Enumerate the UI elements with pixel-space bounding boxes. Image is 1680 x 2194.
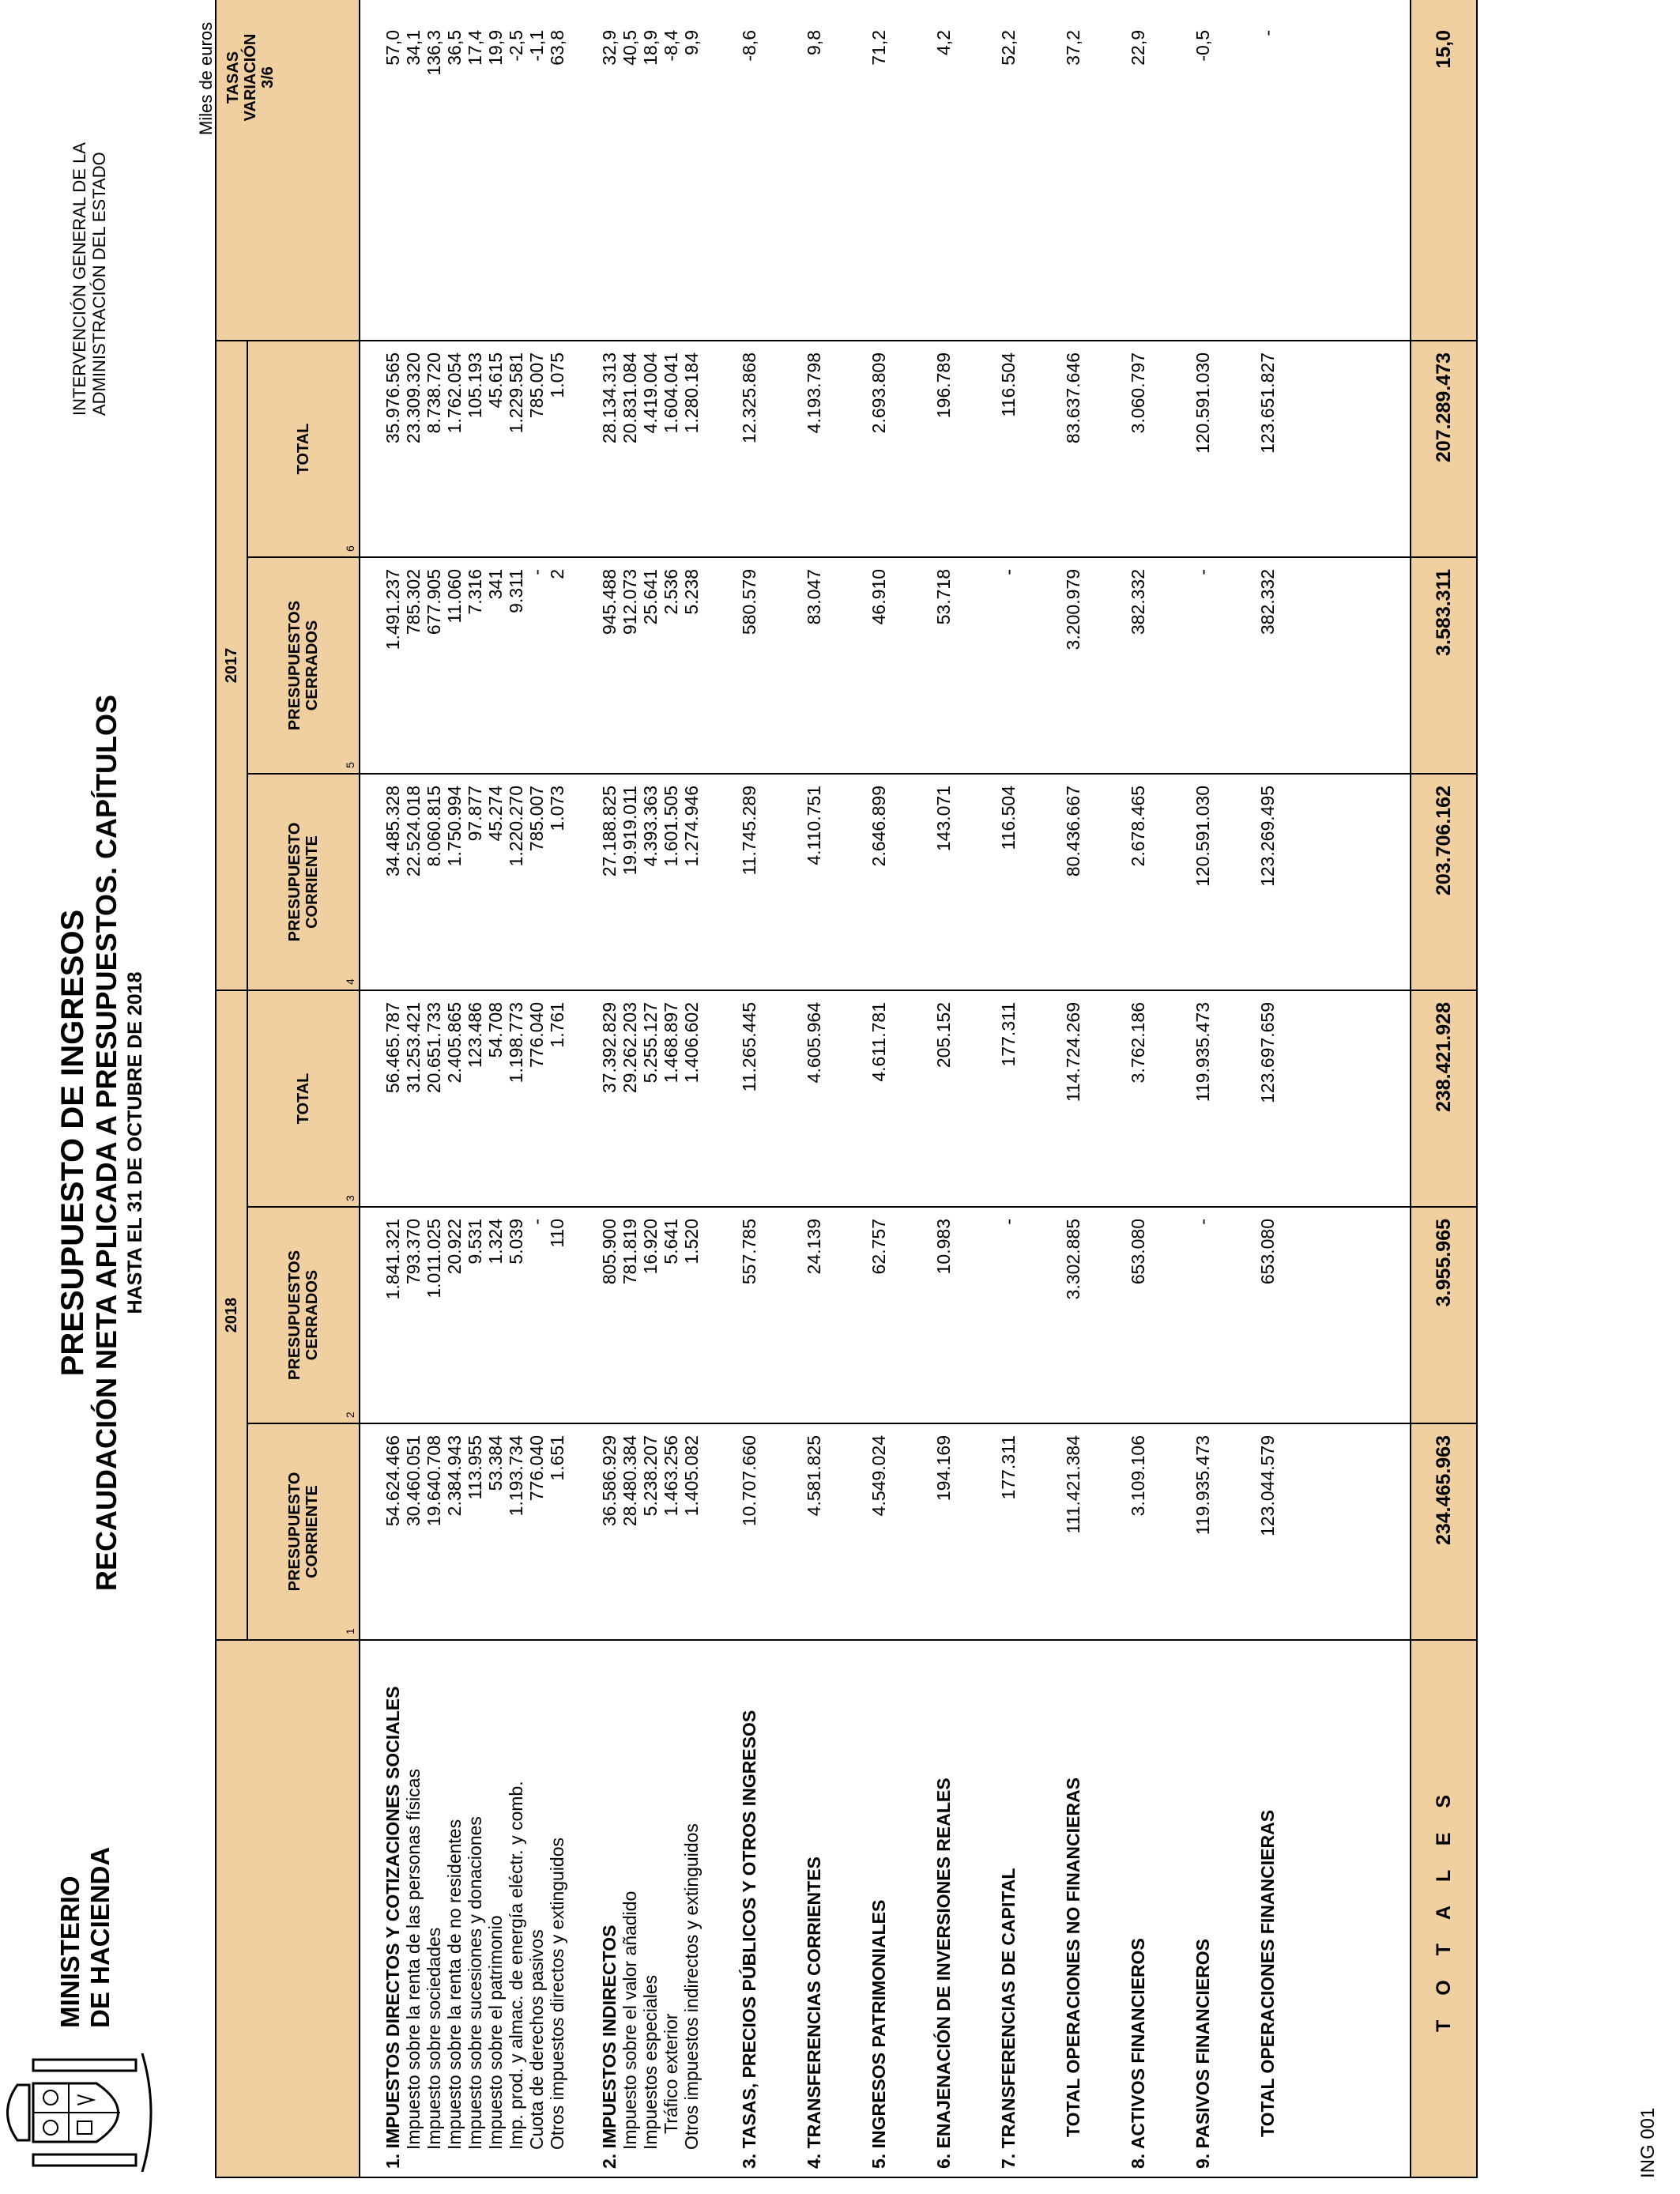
row-value-c5: 785.302	[403, 569, 424, 635]
row-value-c2: 5.039	[506, 1219, 526, 1265]
totals-c5: 3.583.311	[1411, 557, 1477, 774]
row-value-c7: -8,4	[661, 30, 681, 62]
row-value-c6: 28.134.313	[599, 352, 620, 444]
row-label: TOTAL OPERACIONES NO FINANCIERAS	[1063, 1777, 1083, 2137]
row-value-c3: 1.198.773	[506, 1002, 526, 1084]
row-value-c1: 111.421.384	[1063, 1435, 1083, 1534]
row-value-c6: 1.762.054	[444, 352, 465, 434]
ministry-line1: MINISTERIO	[55, 1875, 85, 2028]
row-labels-column	[360, 1640, 1411, 2177]
row-label: Impuesto sobre la renta de no residentes	[444, 1819, 465, 2150]
row-value-c1: 19.640.708	[424, 1435, 444, 1527]
col6-header-label: TOTAL	[294, 423, 312, 475]
row-value-c5: 580.579	[739, 569, 759, 635]
row-value-c4: 143.071	[933, 786, 954, 852]
row-value-c6: 123.651.827	[1257, 352, 1278, 454]
row-value-c6: 83.637.646	[1063, 352, 1083, 444]
row-value-c4: 8.060.815	[424, 786, 444, 867]
row-value-c3: 56.465.787	[382, 1002, 403, 1094]
row-value-c5: 2	[547, 569, 567, 579]
row-value-c1: 30.460.051	[403, 1435, 424, 1527]
row-value-c7: 37,2	[1063, 30, 1083, 66]
row-value-c5: 382.332	[1257, 569, 1278, 635]
row-value-c6: 45.615	[485, 352, 506, 409]
row-value-c4: 2.678.465	[1128, 786, 1148, 867]
totals-row	[1411, 0, 1477, 2177]
row-value-c6: 4.419.004	[640, 352, 661, 434]
col4-header	[247, 774, 360, 990]
row-value-c1: 119.935.473	[1192, 1435, 1213, 1536]
col3-values	[360, 990, 1411, 1207]
row-value-c5: 25.641	[640, 569, 661, 625]
row-value-c1: 10.707.660	[739, 1435, 759, 1527]
row-value-c3: 3.762.186	[1128, 1002, 1148, 1084]
row-value-c2: 557.785	[739, 1219, 759, 1285]
row-value-c1: 54.624.466	[382, 1435, 403, 1527]
col4-values	[360, 774, 1411, 990]
row-value-c4: 785.007	[526, 786, 547, 852]
row-value-c7: -	[1257, 30, 1278, 36]
row-value-c3: 1.468.897	[661, 1002, 681, 1084]
row-value-c6: 35.976.565	[382, 352, 403, 444]
row-value-c3: 205.152	[933, 1002, 954, 1069]
row-value-c7: -2,5	[506, 30, 526, 62]
row-value-c1: 1.463.256	[661, 1435, 681, 1517]
totals-label: T O T A L E S	[1411, 1640, 1477, 2177]
coat-of-arms-icon	[2, 2053, 160, 2172]
row-value-c5: -	[526, 569, 547, 575]
row-label: Imp. prod. y almac. de energía eléctr. y comb.	[506, 1781, 526, 2150]
row-label: Otros impuestos directos y extinguidos	[547, 1837, 567, 2150]
row-value-c4: 1.073	[547, 786, 567, 831]
revenue-table	[215, 0, 1478, 2178]
row-value-c5: 9.311	[506, 569, 526, 613]
units-label: Miles de euros	[196, 21, 216, 135]
col5-values	[360, 557, 1411, 774]
row-value-c1: 1.651	[547, 1435, 567, 1481]
row-value-c2: 793.370	[403, 1219, 424, 1285]
row-value-c3: 31.253.421	[403, 1002, 424, 1094]
issuer-line2: ADMINISTRACIÓN DEL ESTADO	[89, 152, 109, 416]
document-code: ING 001	[1637, 2107, 1659, 2178]
row-value-c5: 46.910	[868, 569, 889, 625]
row-label: Otros impuestos indirectos y extinguidos	[681, 1823, 702, 2150]
row-value-c1: 194.169	[933, 1435, 954, 1502]
row-value-c5: 83.047	[804, 569, 824, 625]
row-label: 5. INGRESOS PATRIMONIALES	[868, 1899, 889, 2169]
col1-header-label: PRESUPUESTO CORRIENTE	[286, 1472, 321, 1592]
row-value-c1: 1.405.082	[681, 1435, 702, 1517]
row-label: 9. PASIVOS FINANCIEROS	[1192, 1939, 1213, 2169]
row-value-c7: 4,2	[933, 30, 954, 55]
row-value-c7: 19,9	[485, 30, 506, 66]
col1-values	[360, 1423, 1411, 1640]
row-value-c4: 97.877	[465, 786, 485, 842]
row-value-c3: 5.255.127	[640, 1002, 661, 1084]
row-value-c3: 1.406.602	[681, 1002, 702, 1084]
row-label: Impuesto sobre la renta de las personas físicas	[403, 1769, 424, 2150]
row-value-c4: 120.591.030	[1192, 786, 1213, 887]
row-value-c3: 37.392.829	[599, 1002, 620, 1094]
row-value-c3: 114.724.269	[1063, 1002, 1083, 1103]
row-value-c1: 28.480.384	[620, 1435, 640, 1527]
label-header-cell	[216, 1640, 360, 2177]
row-value-c5: 11.060	[444, 569, 465, 624]
row-value-c5: 7.316	[465, 569, 485, 615]
row-value-c5: 677.905	[424, 569, 444, 635]
row-value-c2: 653.080	[1257, 1219, 1278, 1285]
row-label: 8. ACTIVOS FINANCIEROS	[1128, 1938, 1148, 2169]
row-value-c7: 18,9	[640, 30, 661, 66]
row-value-c7: 22,9	[1128, 30, 1148, 66]
table-body-row	[360, 0, 1411, 2177]
row-label: Impuesto sobre sociedades	[424, 1927, 444, 2150]
issuer	[70, 142, 109, 416]
row-value-c7: 71,2	[868, 30, 889, 66]
row-value-c3: 2.405.865	[444, 1002, 465, 1084]
row-value-c1: 177.311	[998, 1435, 1019, 1500]
row-value-c1: 53.384	[485, 1435, 506, 1491]
row-value-c1: 5.238.207	[640, 1435, 661, 1517]
row-label: 6. ENAJENACIÓN DE INVERSIONES REALES	[933, 1777, 954, 2169]
row-label: Impuesto sobre sucesiones y donaciones	[465, 1816, 485, 2150]
row-value-c2: 9.531	[465, 1219, 485, 1265]
row-value-c3: 4.605.964	[804, 1002, 824, 1084]
row-value-c3: 119.935.473	[1192, 1002, 1213, 1103]
row-value-c5: 2.536	[661, 569, 681, 615]
row-label: 1. IMPUESTOS DIRECTOS Y COTIZACIONES SOCIALES	[382, 1686, 403, 2169]
row-label: Impuesto sobre el valor añadido	[620, 1891, 640, 2150]
row-value-c4: 123.269.495	[1257, 786, 1278, 887]
row-label: TOTAL OPERACIONES FINANCIERAS	[1257, 1809, 1278, 2137]
row-value-c6: 1.229.581	[506, 352, 526, 434]
row-value-c2: 1.841.321	[382, 1219, 403, 1300]
row-value-c7: 63,8	[547, 30, 567, 66]
row-value-c6: 120.591.030	[1192, 352, 1213, 454]
row-value-c5: 341	[485, 569, 506, 600]
row-value-c6: 1.075	[547, 352, 567, 398]
col6-number: 6	[344, 545, 356, 552]
col3-number: 3	[344, 1195, 356, 1201]
row-value-c2: 781.819	[620, 1219, 640, 1285]
row-value-c2: 5.641	[661, 1219, 681, 1265]
col3-header-label: TOTAL	[294, 1072, 312, 1125]
col4-number: 4	[344, 978, 356, 985]
row-value-c6: 785.007	[526, 352, 547, 419]
tasas-header-label: TASAS VARIACIÓN 3/6	[224, 33, 277, 122]
row-value-c7: -1,1	[526, 30, 547, 62]
row-value-c5: -	[998, 569, 1019, 575]
row-value-c7: 9,8	[804, 30, 824, 55]
row-value-c7: 32,9	[599, 30, 620, 66]
row-value-c2: -	[526, 1219, 547, 1225]
row-value-c4: 27.188.825	[599, 786, 620, 877]
row-value-c4: 1.750.994	[444, 786, 465, 867]
totals-c2: 3.955.965	[1411, 1207, 1477, 1423]
title-line2: RECAUDACIÓN NETA APLICADA A PRESUPUESTOS. CAPÍTULOS	[90, 694, 122, 1592]
row-value-c3: 54.708	[485, 1002, 506, 1058]
col2-values	[360, 1207, 1411, 1423]
row-value-c5: 53.718	[933, 569, 954, 625]
row-value-c3: 4.611.781	[868, 1002, 889, 1082]
row-value-c5: 945.488	[599, 569, 620, 635]
row-value-c1: 1.193.734	[506, 1435, 526, 1517]
row-value-c4: 34.485.328	[382, 786, 403, 877]
col1-header	[247, 1423, 360, 1640]
row-value-c7: 136,3	[424, 30, 444, 76]
issuer-line1: INTERVENCIÓN GENERAL DE LA	[70, 142, 89, 416]
col1-number: 1	[344, 1628, 356, 1634]
row-value-c5: 382.332	[1128, 569, 1148, 635]
col2-header-label: PRESUPUESTOS CERRADOS	[286, 1250, 321, 1381]
row-value-c6: 20.831.084	[620, 352, 640, 444]
title-line1: PRESUPUESTO DE INGRESOS	[55, 909, 90, 1377]
row-value-c2: 62.757	[868, 1219, 889, 1275]
row-value-c3: 776.040	[526, 1002, 547, 1069]
row-value-c1: 776.040	[526, 1435, 547, 1502]
row-value-c2: -	[998, 1219, 1019, 1225]
totals-c4: 203.706.162	[1411, 774, 1477, 990]
row-value-c5: 3.200.979	[1063, 569, 1083, 650]
tasas-header	[216, 0, 360, 341]
col4-header-label: PRESUPUESTO CORRIENTE	[286, 822, 321, 942]
row-value-c2: 805.900	[599, 1219, 620, 1285]
row-value-c6: 105.193	[465, 352, 485, 419]
row-value-c2: 1.520	[681, 1219, 702, 1265]
ministry-name	[55, 1847, 115, 2028]
row-value-c4: 22.524.018	[403, 786, 424, 877]
row-label: Tráfico exterior	[661, 2013, 681, 2134]
row-value-c2: 653.080	[1128, 1219, 1148, 1285]
row-label: 7. TRANSFERENCIAS DE CAPITAL	[998, 1868, 1019, 2169]
row-value-c1: 3.109.106	[1128, 1435, 1148, 1517]
row-value-c4: 1.274.946	[681, 786, 702, 867]
row-value-c4: 4.393.363	[640, 786, 661, 867]
row-value-c7: -8,6	[739, 30, 759, 62]
row-value-c4: 80.436.667	[1063, 786, 1083, 877]
totals-c7: 15,0	[1411, 0, 1477, 341]
row-value-c4: 45.274	[485, 786, 506, 842]
row-value-c4: 19.919.011	[620, 786, 640, 876]
row-value-c3: 177.311	[998, 1002, 1019, 1067]
row-value-c6: 2.693.809	[868, 352, 889, 434]
row-value-c5: -	[1192, 569, 1213, 575]
row-value-c6: 8.738.720	[424, 352, 444, 434]
report-title	[55, 629, 147, 1657]
col6-header	[247, 341, 360, 557]
row-value-c4: 1.220.270	[506, 786, 526, 867]
row-label: 3. TASAS, PRECIOS PÚBLICOS Y OTROS INGRESOS	[739, 1710, 759, 2169]
row-value-c7: 40,5	[620, 30, 640, 66]
row-value-c2: 24.139	[804, 1219, 824, 1275]
row-value-c2: 3.302.885	[1063, 1219, 1083, 1300]
col2-number: 2	[344, 1412, 356, 1418]
row-value-c6: 4.193.798	[804, 352, 824, 434]
row-value-c4: 2.646.899	[868, 786, 889, 867]
row-value-c4: 11.745.289	[739, 786, 759, 876]
row-value-c2: -	[1192, 1219, 1213, 1225]
row-value-c3: 11.265.445	[739, 1002, 759, 1092]
row-value-c2: 110	[547, 1219, 567, 1248]
row-value-c7: 34,1	[403, 30, 424, 66]
row-label: Impuestos especiales	[640, 1974, 661, 2150]
row-value-c6: 1.280.184	[681, 352, 702, 434]
row-value-c5: 5.238	[681, 569, 702, 615]
row-value-c5: 1.491.237	[382, 569, 403, 650]
totals-c6: 207.289.473	[1411, 341, 1477, 557]
row-value-c3: 29.262.203	[620, 1002, 640, 1094]
row-value-c4: 116.504	[998, 786, 1019, 850]
row-value-c6: 116.504	[998, 352, 1019, 417]
ministry-line2: DE HACIENDA	[85, 1846, 115, 2028]
row-value-c2: 20.922	[444, 1219, 465, 1275]
year-2018-header: 2018	[216, 990, 247, 1640]
row-value-c6: 23.309.320	[403, 352, 424, 444]
row-value-c6: 3.060.797	[1128, 352, 1148, 434]
col7-values	[360, 0, 1411, 341]
row-value-c1: 123.044.579	[1257, 1435, 1278, 1536]
row-value-c1: 36.586.929	[599, 1435, 620, 1527]
totals-c3: 238.421.928	[1411, 990, 1477, 1207]
row-value-c4: 1.601.505	[661, 786, 681, 867]
totals-c1: 234.465.963	[1411, 1423, 1477, 1640]
row-value-c6: 1.604.041	[661, 352, 681, 434]
row-label: Cuota de derechos pasivos	[526, 1929, 547, 2150]
col3-header	[247, 990, 360, 1207]
col6-values	[360, 341, 1411, 557]
row-value-c7: 9,9	[681, 30, 702, 55]
row-value-c4: 4.110.751	[804, 786, 824, 865]
col5-header	[247, 557, 360, 774]
row-value-c7: 57,0	[382, 30, 403, 66]
row-label: 4. TRANSFERENCIAS CORRIENTES	[804, 1857, 824, 2169]
row-value-c6: 196.789	[933, 352, 954, 419]
row-value-c3: 1.761	[547, 1002, 567, 1048]
year-2017-header: 2017	[216, 341, 247, 990]
row-value-c2: 16.920	[640, 1219, 661, 1275]
row-value-c3: 123.697.659	[1257, 1002, 1278, 1103]
row-value-c1: 4.581.825	[804, 1435, 824, 1517]
col5-header-label: PRESUPUESTOS CERRADOS	[286, 600, 321, 731]
row-value-c2: 1.011.025	[424, 1219, 444, 1299]
row-value-c7: 52,2	[998, 30, 1019, 66]
row-value-c1: 113.955	[465, 1435, 485, 1500]
row-value-c1: 4.549.024	[868, 1435, 889, 1517]
row-label: Impuesto sobre el patrimonio	[485, 1915, 506, 2150]
row-value-c7: 17,4	[465, 30, 485, 66]
row-value-c2: 1.324	[485, 1219, 506, 1265]
row-value-c2: 10.983	[933, 1219, 954, 1275]
row-value-c7: -0,5	[1192, 30, 1213, 62]
col5-number: 5	[344, 762, 356, 768]
row-label: 2. IMPUESTOS INDIRECTOS	[599, 1924, 620, 2169]
row-value-c6: 12.325.868	[739, 352, 759, 444]
title-line3: HASTA EL 31 DE OCTUBRE DE 2018	[124, 971, 146, 1314]
row-value-c3: 20.651.733	[424, 1002, 444, 1094]
row-value-c5: 912.073	[620, 569, 640, 635]
row-value-c3: 123.486	[465, 1002, 485, 1069]
row-value-c7: 36,5	[444, 30, 465, 66]
year-header-row	[216, 0, 247, 2177]
row-value-c1: 2.384.943	[444, 1435, 465, 1517]
col2-header	[247, 1207, 360, 1423]
